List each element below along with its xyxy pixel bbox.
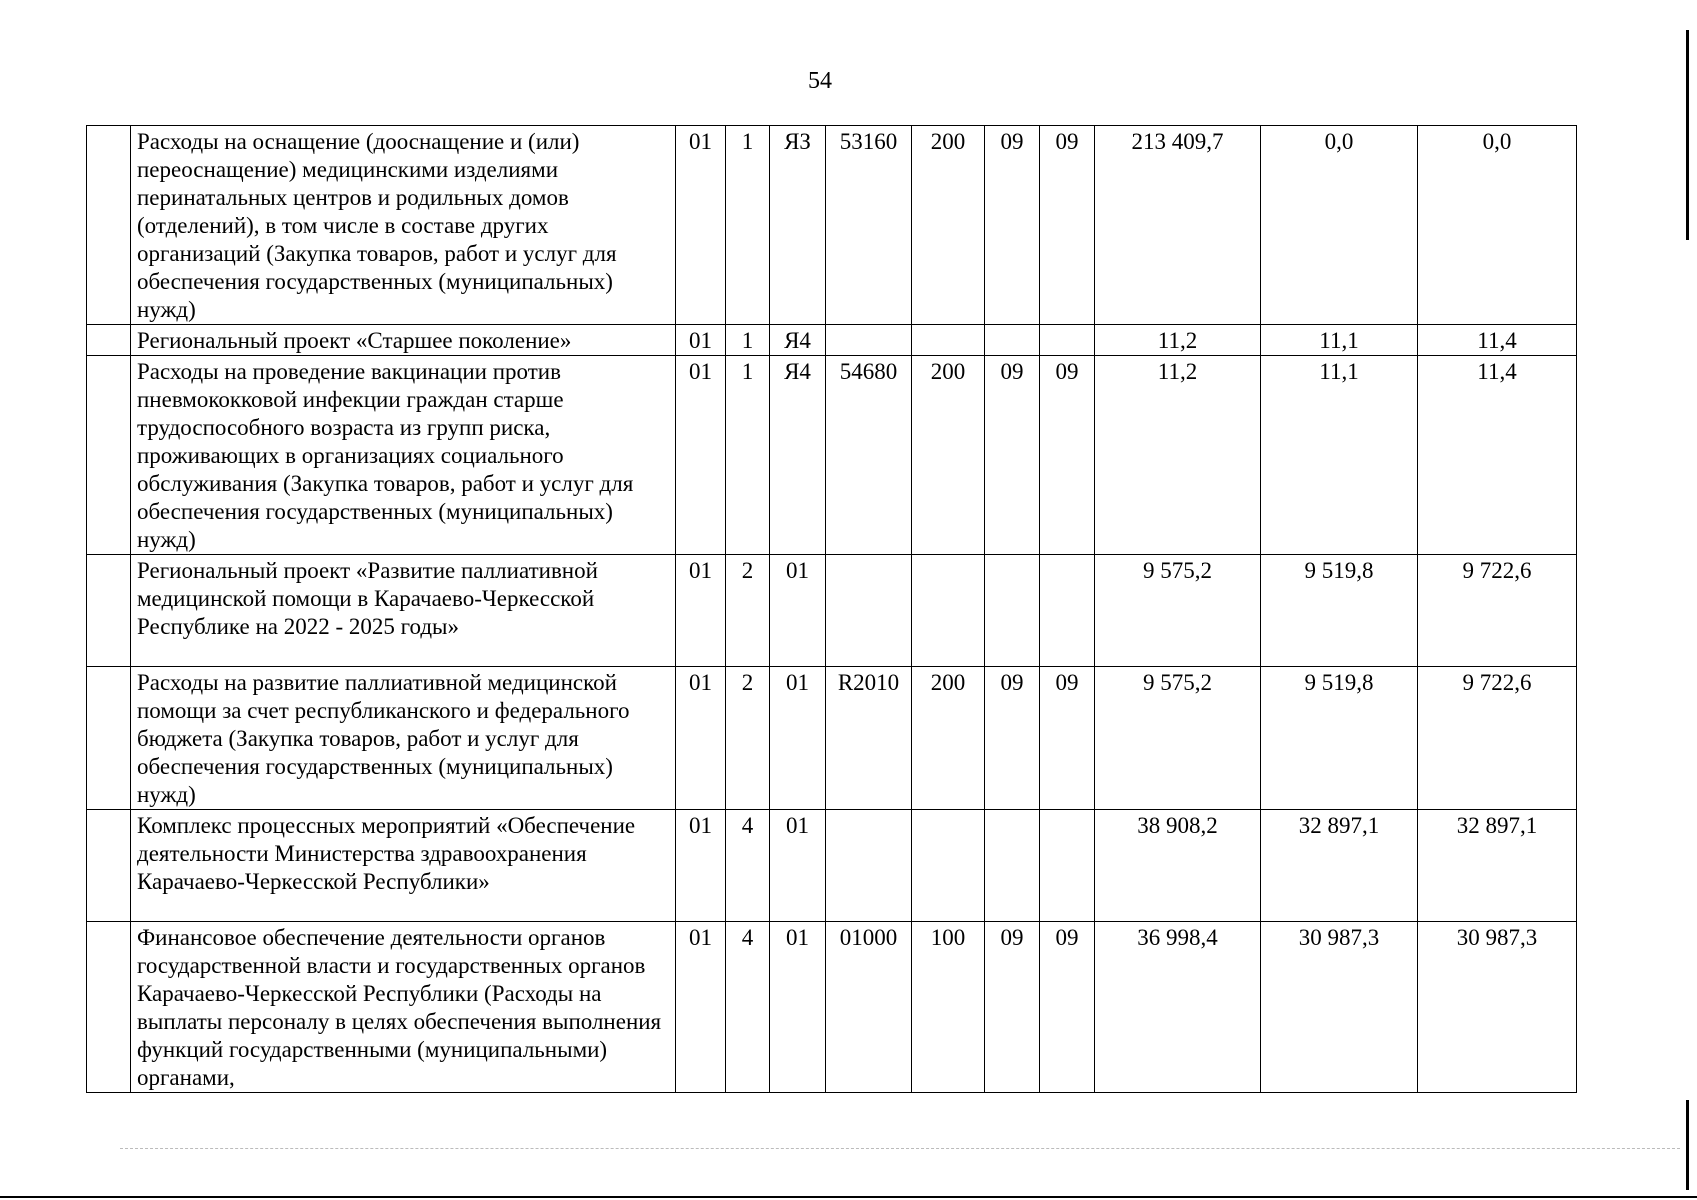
code-subprogram-cell: 1 [726, 325, 770, 356]
amount-year2-cell: 0,0 [1261, 126, 1418, 325]
amount-year3-cell: 11,4 [1418, 356, 1577, 555]
amount-year1-cell: 11,2 [1095, 325, 1261, 356]
amount-year1-cell: 9 575,2 [1095, 555, 1261, 667]
code-section-cell [985, 555, 1040, 667]
code-subsection-cell: 09 [1040, 667, 1095, 810]
row-index-cell [87, 667, 131, 810]
code-event-cell: 01 [770, 555, 826, 667]
row-index-cell [87, 126, 131, 325]
description-cell: Расходы на оснащение (дооснащение и (или) переоснащение) медицинскими изделиями перинатальных центров и родильных домов (отделений), в том числе в составе других организаций (Закупка товаров, работ и услуг для обеспечения государственных (муниципальных) нужд) [131, 126, 676, 325]
amount-year3-cell: 32 897,1 [1418, 810, 1577, 922]
code-subprogram-cell: 4 [726, 810, 770, 922]
code-subprogram-cell: 2 [726, 667, 770, 810]
code-section-cell [985, 325, 1040, 356]
amount-year1-cell: 9 575,2 [1095, 667, 1261, 810]
scan-edge-mark [1686, 1100, 1689, 1190]
code-section-cell: 09 [985, 126, 1040, 325]
description-cell: Расходы на проведение вакцинации против пневмококковой инфекции граждан старше трудоспособного возраста из групп риска, проживающих в организациях социального обслуживания (Закупка товаров, работ и услуг для обеспечения государственных (муниципальных) нужд) [131, 356, 676, 555]
code-program-cell: 01 [676, 555, 726, 667]
code-event-cell: Я4 [770, 325, 826, 356]
code-event-cell: 01 [770, 922, 826, 1093]
scan-bottom-edge [0, 1196, 1697, 1198]
row-index-cell [87, 356, 131, 555]
code-program-cell: 01 [676, 325, 726, 356]
row-index-cell [87, 555, 131, 667]
description-cell: Региональный проект «Старшее поколение» [131, 325, 676, 356]
code-direction-cell [826, 555, 912, 667]
row-index-cell [87, 810, 131, 922]
amount-year3-cell: 0,0 [1418, 126, 1577, 325]
code-section-cell: 09 [985, 356, 1040, 555]
code-subsection-cell [1040, 555, 1095, 667]
amount-year2-cell: 11,1 [1261, 356, 1418, 555]
code-section-cell [985, 810, 1040, 922]
table-row [87, 810, 1577, 922]
code-expense-type-cell [912, 325, 985, 356]
amount-year2-cell: 9 519,8 [1261, 555, 1418, 667]
amount-year3-cell: 30 987,3 [1418, 922, 1577, 1093]
amount-year2-cell: 11,1 [1261, 325, 1418, 356]
code-program-cell: 01 [676, 126, 726, 325]
code-expense-type-cell: 100 [912, 922, 985, 1093]
code-program-cell: 01 [676, 922, 726, 1093]
table-row [87, 126, 1577, 325]
table-row [87, 667, 1577, 810]
code-expense-type-cell: 200 [912, 126, 985, 325]
budget-table [86, 125, 1577, 1093]
code-expense-type-cell [912, 555, 985, 667]
code-subsection-cell: 09 [1040, 922, 1095, 1093]
code-direction-cell: R2010 [826, 667, 912, 810]
code-event-cell: 01 [770, 667, 826, 810]
amount-year1-cell: 213 409,7 [1095, 126, 1261, 325]
code-subprogram-cell: 1 [726, 356, 770, 555]
description-cell: Финансовое обеспечение деятельности органов государственной власти и государственных органов Карачаево-Черкесской Республики (Расходы на выплаты персоналу в целях обеспечения выполнения функций государственными (муниципальными) органами, [131, 922, 676, 1093]
amount-year3-cell: 11,4 [1418, 325, 1577, 356]
page-number: 54 [808, 68, 832, 94]
code-event-cell: ЯЗ [770, 126, 826, 325]
amount-year1-cell: 11,2 [1095, 356, 1261, 555]
code-subprogram-cell: 2 [726, 555, 770, 667]
code-section-cell: 09 [985, 667, 1040, 810]
code-subsection-cell: 09 [1040, 126, 1095, 325]
code-direction-cell: 01000 [826, 922, 912, 1093]
code-event-cell: Я4 [770, 356, 826, 555]
description-cell: Комплекс процессных мероприятий «Обеспечение деятельности Министерства здравоохранения Карачаево-Черкесской Республики» [131, 810, 676, 922]
description-cell: Расходы на развитие паллиативной медицинской помощи за счет республиканского и федерального бюджета (Закупка товаров, работ и услуг для обеспечения государственных (муниципальных) нужд) [131, 667, 676, 810]
code-subsection-cell [1040, 325, 1095, 356]
amount-year3-cell: 9 722,6 [1418, 555, 1577, 667]
code-direction-cell [826, 810, 912, 922]
code-direction-cell: 53160 [826, 126, 912, 325]
code-direction-cell [826, 325, 912, 356]
code-program-cell: 01 [676, 667, 726, 810]
table-row [87, 922, 1577, 1093]
code-program-cell: 01 [676, 356, 726, 555]
row-index-cell [87, 325, 131, 356]
scan-dashed-line [120, 1148, 1680, 1149]
amount-year3-cell: 9 722,6 [1418, 667, 1577, 810]
scan-edge-mark [1686, 30, 1689, 240]
code-subprogram-cell: 4 [726, 922, 770, 1093]
description-cell: Региональный проект «Развитие паллиативной медицинской помощи в Карачаево-Черкесской Республике на 2022 - 2025 годы» [131, 555, 676, 667]
amount-year2-cell: 9 519,8 [1261, 667, 1418, 810]
code-subsection-cell [1040, 810, 1095, 922]
code-event-cell: 01 [770, 810, 826, 922]
row-index-cell [87, 922, 131, 1093]
code-section-cell: 09 [985, 922, 1040, 1093]
code-direction-cell: 54680 [826, 356, 912, 555]
code-subsection-cell: 09 [1040, 356, 1095, 555]
code-expense-type-cell [912, 810, 985, 922]
amount-year1-cell: 36 998,4 [1095, 922, 1261, 1093]
amount-year2-cell: 32 897,1 [1261, 810, 1418, 922]
code-program-cell: 01 [676, 810, 726, 922]
table-row [87, 356, 1577, 555]
amount-year2-cell: 30 987,3 [1261, 922, 1418, 1093]
amount-year1-cell: 38 908,2 [1095, 810, 1261, 922]
code-expense-type-cell: 200 [912, 356, 985, 555]
code-expense-type-cell: 200 [912, 667, 985, 810]
code-subprogram-cell: 1 [726, 126, 770, 325]
table-row [87, 325, 1577, 356]
table-row [87, 555, 1577, 667]
